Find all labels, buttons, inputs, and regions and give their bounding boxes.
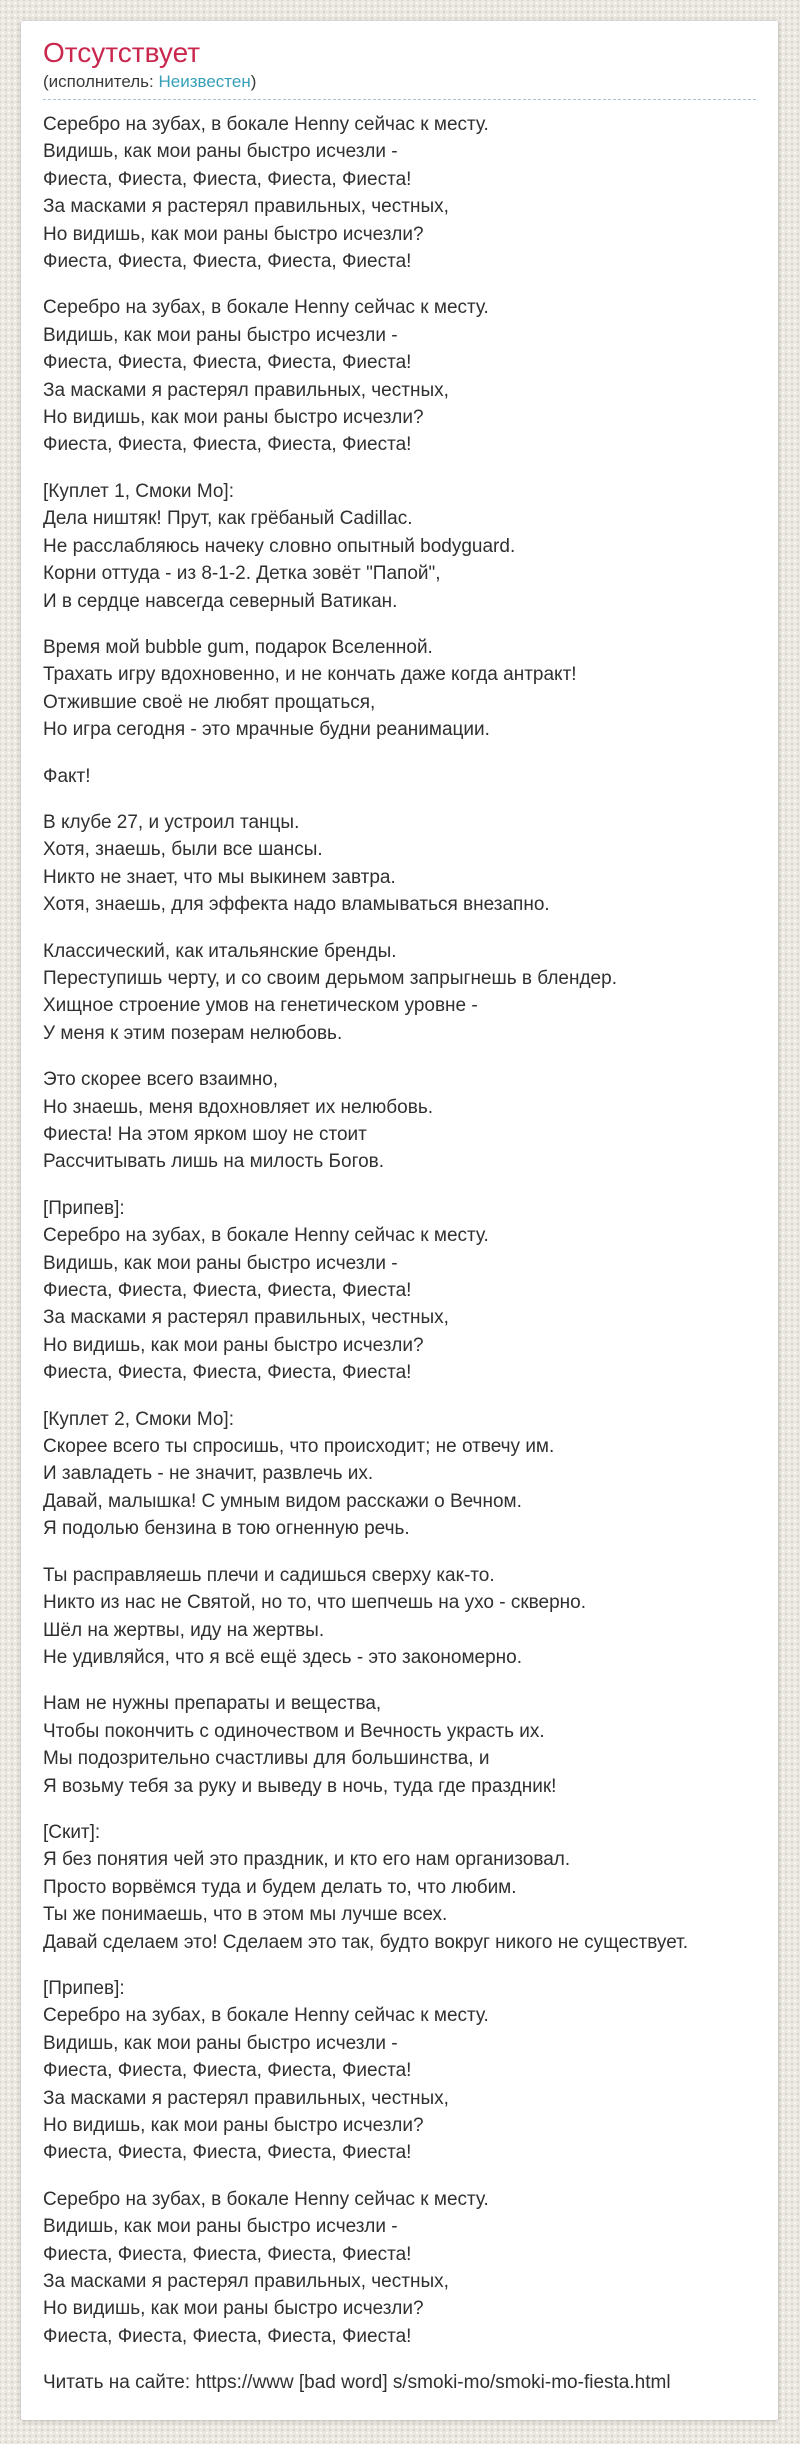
lyrics-line: Отжившие своё не любят прощаться, [43, 691, 376, 713]
lyrics-stanza [43, 478, 756, 615]
lyrics-line: Не удивляйся, что я всё ещё здесь - это закономерно. [43, 1646, 523, 1668]
lyrics-line: Я без понятия чей это праздник, и кто его нам организовал. [43, 1849, 571, 1871]
lyrics-line: Видишь, как мои раны быстро исчезли - [43, 324, 398, 346]
lyrics-stanza [43, 1406, 756, 1543]
lyrics-line: Это скорее всего взаимно, [43, 1069, 279, 1091]
lyrics-line: Хотя, знаешь, для эффекта надо вламываться внезапно. [43, 894, 550, 916]
lyrics-line: В клубе 27, и устроил танцы. [43, 811, 300, 833]
performer-line [43, 71, 756, 92]
performer-suffix: ) [250, 72, 257, 91]
lyrics-line: Ты расправляешь плечи и садишься сверху как-то. [43, 1564, 495, 1586]
lyrics-line: Фиеста, Фиеста, Фиеста, Фиеста, Фиеста! [43, 1362, 412, 1384]
lyrics-line: Хищное строение умов на генетическом уровне - [43, 995, 478, 1017]
performer-label: (исполнитель: [43, 72, 154, 91]
lyrics-line: Факт! [43, 765, 91, 787]
lyrics-line: Я возьму тебя за руку и выведу в ночь, туда где праздник! [43, 1775, 557, 1797]
song-header [43, 37, 756, 100]
lyrics-line: За масками я растерял правильных, честных, [43, 379, 449, 401]
lyrics-line: Серебро на зубах, в бокале Henny сейчас к месту. [43, 2188, 489, 2210]
lyrics-line: За масками я растерял правильных, честных, [43, 196, 449, 218]
lyrics-stanza [43, 1195, 756, 1387]
lyrics-line: У меня к этим позерам нелюбовь. [43, 1022, 343, 1044]
lyrics-stanza [43, 1819, 756, 1956]
lyrics-line: За масками я растерял правильных, честных, [43, 2087, 449, 2109]
artist-link[interactable]: Неизвестен [158, 72, 251, 91]
lyrics-line: Но видишь, как мои раны быстро исчезли? [43, 2115, 424, 2136]
lyrics-line: Чтобы покончить с одиночеством и Вечность украсть их. [43, 1720, 545, 1742]
lyrics-line: [Припев]: [43, 1197, 125, 1219]
lyrics-line: Ты же понимаешь, что в этом мы лучше всех. [43, 1904, 448, 1926]
lyrics-line: Фиеста! На этом ярком шоу не стоит [43, 1124, 367, 1145]
lyrics-line: И завладеть - не значит, развлечь их. [43, 1463, 374, 1485]
lyrics-line: Но знаешь, меня вдохновляет их нелюбовь. [43, 1096, 434, 1118]
lyrics-line: Дела ништяк! Прут, как грёбаный Cadillac. [43, 508, 413, 530]
lyrics-stanza [43, 294, 756, 458]
lyrics-line: [Куплет 2, Смоки Мо]: [43, 1408, 234, 1430]
lyrics-line: Серебро на зубах, в бокале Henny сейчас к месту. [43, 2005, 489, 2027]
lyrics [43, 100, 756, 2350]
lyrics-line: Но видишь, как мои раны быстро исчезли? [43, 1334, 424, 1356]
lyrics-line: За масками я растерял правильных, честных, [43, 1307, 449, 1329]
lyrics-line: Давай, малышка! С умным видом расскажи о Вечном. [43, 1490, 522, 1512]
lyrics-stanza [43, 809, 756, 919]
lyrics-stanza [43, 763, 756, 790]
lyrics-line: Но видишь, как мои раны быстро исчезли? [43, 223, 424, 245]
page-title: Отсутствует [43, 37, 201, 68]
lyrics-line: Я подолью бензина в тою огненную речь. [43, 1518, 410, 1540]
lyrics-line: Никто не знает, что мы выкинем завтра. [43, 866, 396, 888]
lyrics-line: Время мой bubble gum, подарок Вселенной. [43, 636, 433, 658]
lyrics-line: [Припев]: [43, 1977, 125, 1999]
lyrics-line: Но видишь, как мои раны быстро исчезли? [43, 407, 424, 429]
lyrics-stanza [43, 1975, 756, 2167]
lyrics-stanza [43, 111, 756, 275]
read-on-site-line: Читать на сайте: https://www [bad word] s/smoki-mo/smoki-mo-fiesta.html [43, 2372, 671, 2394]
lyrics-line: Фиеста, Фиеста, Фиеста, Фиеста, Фиеста! [43, 1280, 412, 1302]
lyrics-stanza [43, 1690, 756, 1800]
lyrics-line: Переступишь черту, и со своим дерьмом запрыгнешь в блендер. [43, 967, 617, 989]
lyrics-line: Давай сделаем это! Сделаем это так, будто вокруг никого не существует. [43, 1931, 689, 1953]
lyrics-line: За масками я растерял правильных, честных, [43, 2271, 449, 2293]
lyrics-line: Серебро на зубах, в бокале Henny сейчас к месту. [43, 114, 489, 135]
lyrics-stanza [43, 1066, 756, 1176]
lyrics-line: Видишь, как мои раны быстро исчезли - [43, 2216, 398, 2238]
lyrics-line: Фиеста, Фиеста, Фиеста, Фиеста, Фиеста! [43, 168, 412, 190]
lyrics-line: [Скит]: [43, 1821, 101, 1843]
lyrics-line: Классический, как итальянские бренды. [43, 940, 397, 962]
lyrics-line: Фиеста, Фиеста, Фиеста, Фиеста, Фиеста! [43, 2142, 412, 2164]
lyrics-line: Скорее всего ты спросишь, что происходит; не отвечу им. [43, 1436, 555, 1458]
lyrics-line: Просто ворвёмся туда и будем делать то, что любим. [43, 1876, 517, 1898]
lyrics-line: Корни оттуда - из 8-1-2. Детка зовёт "Папой", [43, 563, 441, 585]
lyrics-line: И в сердце навсегда северный Ватикан. [43, 590, 398, 612]
lyrics-line: Видишь, как мои раны быстро исчезли - [43, 1252, 398, 1274]
lyrics-line: Но игра сегодня - это мрачные будни реанимации. [43, 719, 490, 741]
lyrics-line: Видишь, как мои раны быстро исчезли - [43, 2032, 398, 2054]
lyrics-line: Серебро на зубах, в бокале Henny сейчас к месту. [43, 1225, 489, 1247]
lyrics-line: Фиеста, Фиеста, Фиеста, Фиеста, Фиеста! [43, 352, 412, 374]
lyrics-line: Никто из нас не Святой, но то, что шепчешь на ухо - скверно. [43, 1592, 587, 1614]
lyrics-line: Не расслабляюсь начеку словно опытный bodyguard. [43, 535, 516, 557]
lyrics-line: [Куплет 1, Смоки Мо]: [43, 480, 234, 502]
lyrics-line: Фиеста, Фиеста, Фиеста, Фиеста, Фиеста! [43, 2243, 412, 2265]
lyrics-stanza [43, 938, 756, 1048]
lyrics-line: Фиеста, Фиеста, Фиеста, Фиеста, Фиеста! [43, 434, 412, 456]
lyrics-line: Видишь, как мои раны быстро исчезли - [43, 141, 398, 163]
lyrics-stanza [43, 634, 756, 744]
lyrics-stanza [43, 2186, 756, 2350]
lyrics-line: Фиеста, Фиеста, Фиеста, Фиеста, Фиеста! [43, 251, 412, 273]
lyrics-line: Трахать игру вдохновенно, и не кончать даже когда антракт! [43, 664, 577, 686]
lyrics-line: Хотя, знаешь, были все шансы. [43, 839, 323, 861]
lyrics-card [21, 21, 778, 2420]
lyrics-line: Мы подозрительно счастливы для большинства, и [43, 1748, 490, 1770]
lyrics-line: Нам не нужны препараты и вещества, [43, 1693, 382, 1715]
lyrics-line: Шёл на жертвы, иду на жертвы. [43, 1619, 325, 1641]
lyrics-line: Серебро на зубах, в бокале Henny сейчас к месту. [43, 297, 489, 319]
lyrics-line: Но видишь, как мои раны быстро исчезли? [43, 2298, 424, 2320]
lyrics-line: Фиеста, Фиеста, Фиеста, Фиеста, Фиеста! [43, 2060, 412, 2082]
lyrics-line: Рассчитывать лишь на милость Богов. [43, 1151, 385, 1173]
lyrics-line: Фиеста, Фиеста, Фиеста, Фиеста, Фиеста! [43, 2325, 412, 2347]
lyrics-stanza [43, 1562, 756, 1672]
